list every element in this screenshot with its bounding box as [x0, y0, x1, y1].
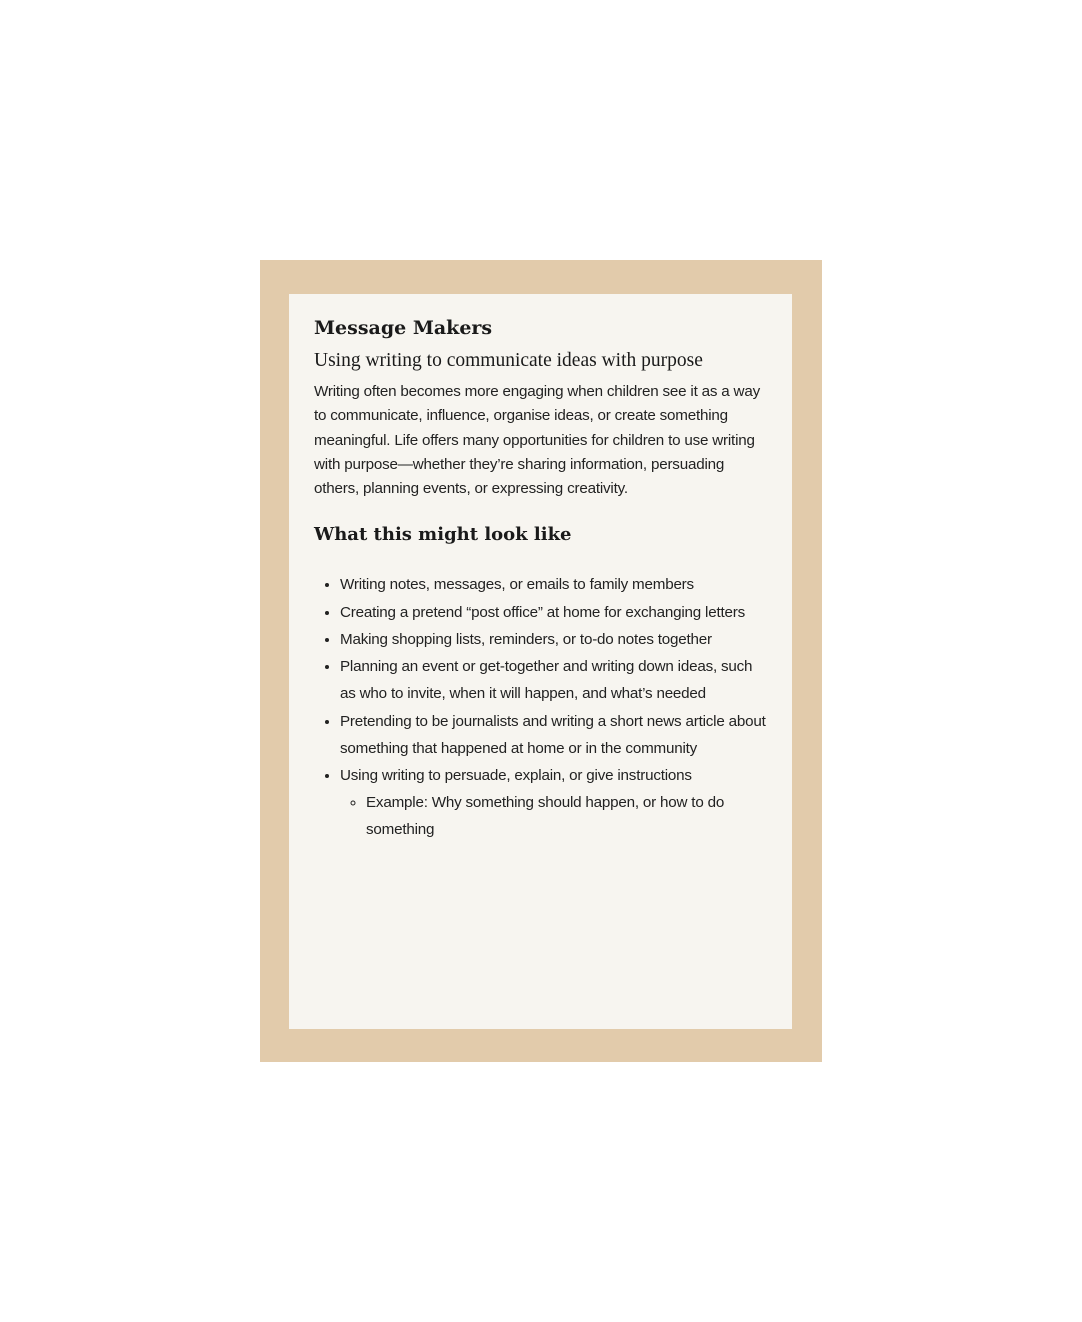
- list-item-label: Using writing to persuade, explain, or give instructions: [340, 766, 692, 784]
- list-item: • Planning an event or get-together and writing down ideas, such as who to invite, when it will happen, and what’s needed: [340, 653, 768, 707]
- list-item: • Pretending to be journalists and writing a short news article about something that happened at home or in the community: [340, 708, 768, 762]
- sub-list-item: ◦ Example: Why something should happen, or how to do something: [366, 789, 768, 843]
- section-heading: What this might look like: [314, 524, 572, 546]
- card-frame: [260, 260, 822, 1062]
- info-card: [289, 294, 792, 1029]
- list-item: • Creating a pretend “post office” at home for exchanging letters: [340, 599, 768, 626]
- list-item: • Writing notes, messages, or emails to family members: [340, 571, 768, 598]
- card-title: Message Makers: [314, 317, 493, 339]
- sub-list: [340, 789, 768, 843]
- ideas-list: [314, 571, 768, 843]
- list-item: • Making shopping lists, reminders, or to-do notes together: [340, 626, 768, 653]
- list-item-with-sublist: [340, 762, 768, 844]
- intro-paragraph: Writing often becomes more engaging when children see it as a way to communicate, influence, organise ideas, or create something meaningful. Life offers many opportunities for children to use writing with purpose—whether they’re sharing information, persuading others, planning events, or expressing creativity.: [314, 383, 760, 498]
- card-subtitle: Using writing to communicate ideas with purpose: [314, 350, 703, 371]
